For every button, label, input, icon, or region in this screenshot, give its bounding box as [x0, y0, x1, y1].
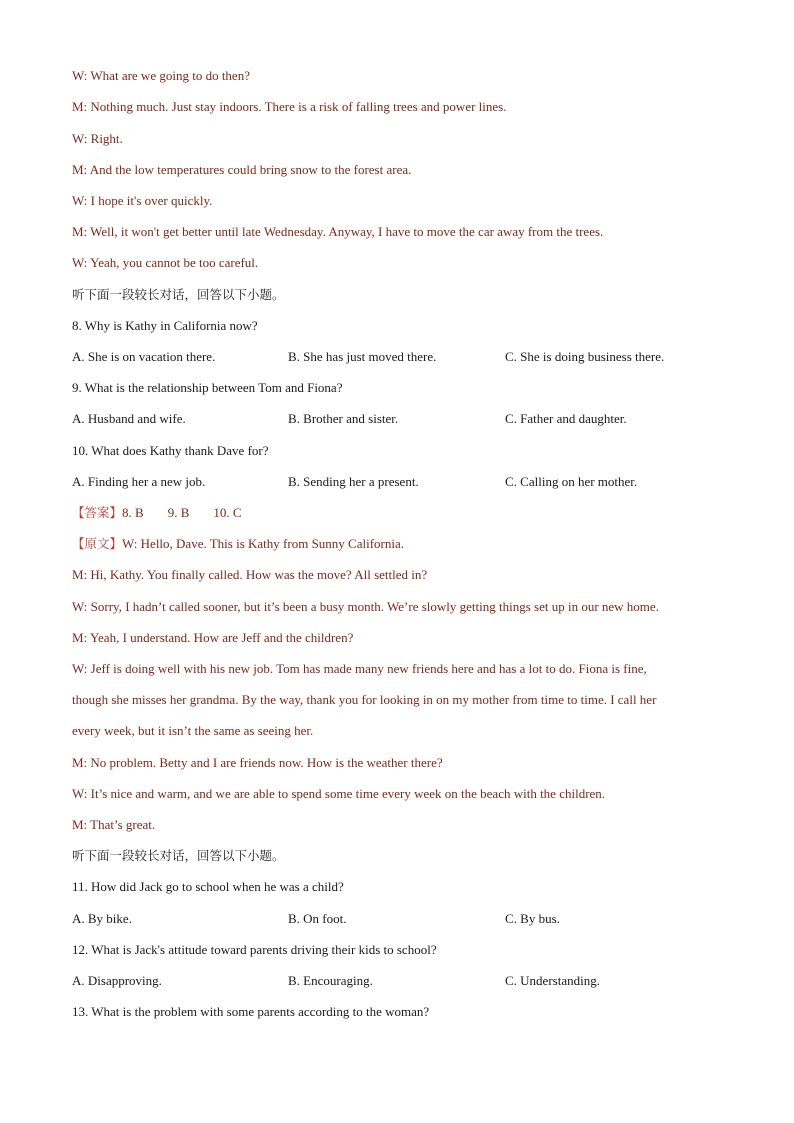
section-intro: 听下面一段较长对话，回答以下小题。 [72, 287, 285, 302]
dialogue-line: M: No problem. Betty and I are friends now. How is the weather there? [72, 755, 443, 770]
option-11c: C. By bus. [505, 911, 560, 926]
dialogue-line: M: Well, it won't get better until late Wednesday. Anyway, I have to move the car away from the trees. [72, 224, 604, 239]
answer-8: 8. B [122, 505, 144, 520]
dialogue-line: every week, but it isn’t the same as seeing her. [72, 723, 314, 738]
answer-tag: 【答案】 [72, 505, 123, 520]
dialogue-line: M: That’s great. [72, 817, 156, 832]
dialogue-line: M: Hi, Kathy. You finally called. How was the move? All settled in? [72, 567, 428, 582]
dialogue-line: M: Yeah, I understand. How are Jeff and the children? [72, 630, 354, 645]
option-12c: C. Understanding. [505, 973, 600, 988]
dialogue-line: M: And the low temperatures could bring snow to the forest area. [72, 162, 412, 177]
option-12b: B. Encouraging. [288, 973, 373, 988]
answer-line [72, 505, 242, 521]
option-10b: B. Sending her a present. [288, 474, 419, 489]
question-10: 10. What does Kathy thank Dave for? [72, 443, 269, 458]
question-9: 9. What is the relationship between Tom and Fiona? [72, 380, 343, 395]
dialogue-line: W: Hello, Dave. This is Kathy from Sunny California. [122, 536, 404, 551]
option-8c: C. She is doing business there. [505, 349, 665, 364]
answer-10: 10. C [213, 505, 242, 520]
option-10c: C. Calling on her mother. [505, 474, 638, 489]
option-11b: B. On foot. [288, 911, 347, 926]
option-8a: A. She is on vacation there. [72, 349, 216, 364]
answer-9: 9. B [167, 505, 190, 520]
original-line [72, 536, 404, 552]
option-9c: C. Father and daughter. [505, 411, 627, 426]
dialogue-line: W: Right. [72, 131, 123, 146]
dialogue-line: W: It’s nice and warm, and we are able to spend some time every week on the beach with the children. [72, 786, 606, 801]
dialogue-line: W: Jeff is doing well with his new job. Tom has made many new friends here and has a lot to do. Fiona is fine, [72, 661, 647, 676]
option-10a: A. Finding her a new job. [72, 474, 206, 489]
question-13: 13. What is the problem with some parents according to the woman? [72, 1004, 430, 1019]
question-12: 12. What is Jack's attitude toward parents driving their kids to school? [72, 942, 437, 957]
dialogue-line: M: Nothing much. Just stay indoors. There is a risk of falling trees and power lines. [72, 99, 507, 114]
section-intro: 听下面一段较长对话，回答以下小题。 [72, 848, 285, 863]
question-8: 8. Why is Kathy in California now? [72, 318, 258, 333]
option-9b: B. Brother and sister. [288, 411, 399, 426]
dialogue-line: W: Yeah, you cannot be too careful. [72, 255, 259, 270]
dialogue-line: W: Sorry, I hadn’t called sooner, but it’s been a busy month. We’re slowly getting things set up in our new home. [72, 599, 659, 614]
dialogue-line: W: What are we going to do then? [72, 68, 250, 83]
option-12a: A. Disapproving. [72, 973, 162, 988]
original-tag: 【原文】 [72, 536, 123, 551]
question-11: 11. How did Jack go to school when he was a child? [72, 879, 344, 894]
option-8b: B. She has just moved there. [288, 349, 437, 364]
option-11a: A. By bike. [72, 911, 132, 926]
dialogue-line: W: I hope it's over quickly. [72, 193, 213, 208]
dialogue-line: though she misses her grandma. By the way, thank you for looking in on my mother from time to time. I call her [72, 692, 657, 707]
option-9a: A. Husband and wife. [72, 411, 186, 426]
